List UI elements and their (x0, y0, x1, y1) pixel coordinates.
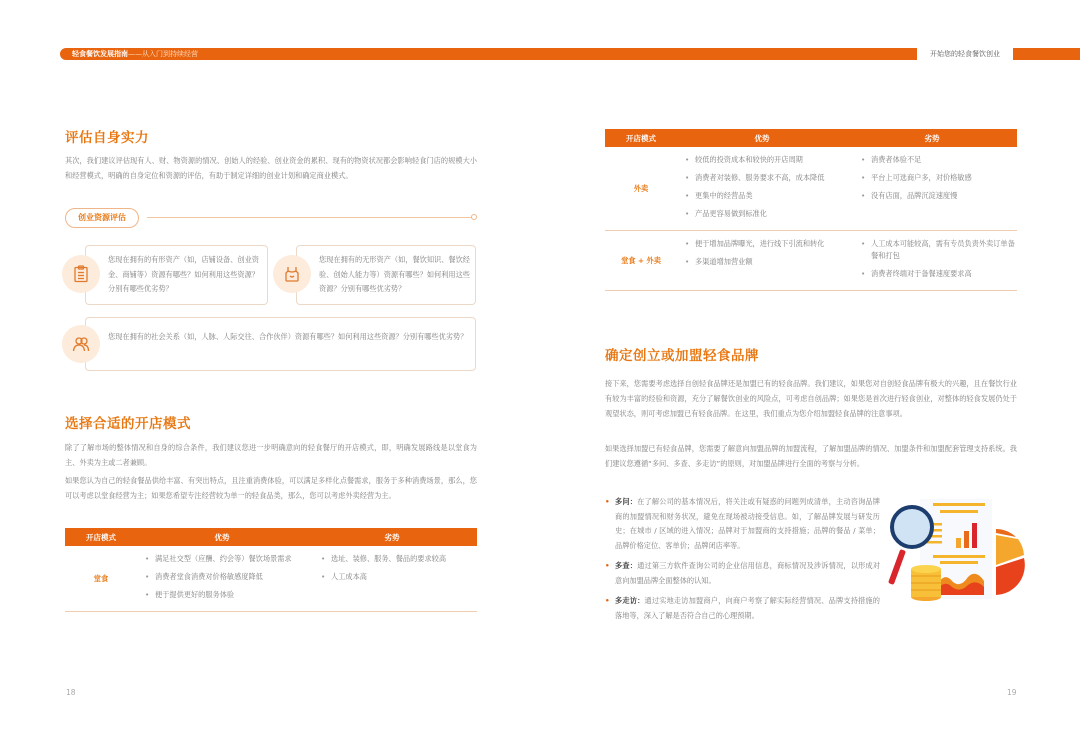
mode-name: 堂食 (65, 546, 137, 612)
pro-item: • 更集中的经营品类 (685, 190, 847, 202)
col-header-cons: 劣势 (307, 528, 477, 546)
list-item-check: • 多查：通过第三方软件查询公司的企业信用信息，商标情况及涉诉情况，以形成对意向加盟品牌全面整体的认知。 (605, 559, 880, 588)
pro-item: • 便于提供更好的服务体验 (145, 589, 307, 601)
con-item: • 没有店面，品牌沉淀速度慢 (861, 190, 1017, 202)
col-header-mode: 开店模式 (65, 528, 137, 546)
pros-cell (677, 231, 847, 291)
col-header-pros: 优势 (137, 528, 307, 546)
resource-card-tangible (85, 245, 268, 305)
brand-paragraph-1: 接下来，您需要考虑选择自创轻食品牌还是加盟已有的轻食品牌。我们建议，如果您对自创轻食品牌有极大的兴趣，且在餐饮行业有较为丰富的经验和资源，充分了解餐饮创业的风险点，可考虑自创品牌；如果您是首次进行轻食创业，对整体的轻食发展仍处于观望状态，则可考虑加盟已有轻食品牌。在这里，我们重点为您介绍加盟轻食品牌的注意事项。 (605, 379, 1017, 418)
store-mode-paragraph-2: 如果您认为自己的轻食餐品供给丰富、有突出特点，且注重消费体验，可以满足多样化点餐需求，服务于多种消费场景，那么，您可以考虑以堂食经营为主；如果您希望专注经营较为单一的轻食品类，那么，您可以考虑外卖经营为主。 (65, 476, 477, 500)
pro-item: • 消费者对装修、服务要求不高，成本降低 (685, 172, 847, 184)
con-item: • 平台上可选商户多，对价格敏感 (861, 172, 1017, 184)
store-mode-table-dine-in (65, 528, 477, 612)
store-mode-table-delivery (605, 129, 1017, 291)
table-header-row (605, 129, 1017, 147)
header-bar-right-end (1013, 48, 1080, 60)
table-row (65, 546, 477, 612)
resource-card-text: 您现在拥有的有形资产（如，店铺设备、创业资金、商铺等）资源有哪些？如何利用这些资源？分别有哪些优劣势？ (108, 255, 259, 293)
divider-line (147, 217, 473, 218)
header-bar-right (540, 48, 917, 60)
header-bar-left (60, 48, 540, 60)
apron-icon (273, 255, 311, 293)
table-header-row (65, 528, 477, 546)
brand-paragraph-2: 如果选择加盟已有轻食品牌，您需要了解意向加盟品牌的加盟流程，了解加盟品牌的情况、加盟条件和加盟配套管理支持系统。我们建议您遵循“多问、多查、多走访”的原则，对加盟品牌进行全面的考察与分析。 (605, 444, 1017, 468)
section-title-brand: 确定创立或加盟轻食品牌 (605, 348, 759, 364)
cons-cell (847, 147, 1017, 231)
pros-cell (137, 546, 307, 612)
cons-cell (307, 546, 477, 612)
clipboard-list-icon (62, 255, 100, 293)
resource-card-text: 您现在拥有的社会关系（如，人脉、人际交往、合作伙伴）资源有哪些？如何利用这些资源？分别有哪些优劣势？ (108, 332, 468, 341)
pros-cell (677, 147, 847, 231)
pro-item: • 满足社交型（应酬、约会等）餐饮场景需求 (145, 553, 307, 565)
con-item: • 消费者终端对于备餐速度要求高 (861, 268, 1017, 280)
con-item: • 人工成本高 (321, 571, 477, 583)
mode-name: 堂食 + 外卖 (605, 231, 677, 291)
section-title-self-assessment: 评估自身实力 (65, 130, 149, 146)
table-row (605, 231, 1017, 291)
page-number-left: 18 (66, 688, 76, 697)
brand-check-list (605, 495, 880, 629)
mode-name: 外卖 (605, 147, 677, 231)
pro-item: • 产品更容易做到标准化 (685, 208, 847, 220)
con-item: • 选址、装修、服务、餐品的要求较高 (321, 553, 477, 565)
list-item-ask: • 多问：在了解公司的基本情况后，将关注或有疑惑的问题列成清单，主动咨询品牌商的加盟情况和财务状况，避免在现场被动接受信息。如，了解品牌发展与研发历史；在城市 / 区域的进入情况；品牌对于加盟商的支持措施；品牌的餐品 / 菜单；品牌价格定位、客单价；品牌闭店率等。 (605, 495, 880, 553)
self-assessment-paragraph: 其次，我们建议评估现有人、财、物资源的情况、创始人的经验、创业资金的累积、现有的物资状况都会影响轻食门店的规模大小和经营模式，明确的自身定位和资源的评估，有助于制定详细的创业计划和确定商业模式。 (65, 156, 477, 180)
header-title-right: 开始您的轻食餐饮创业 (930, 50, 1000, 58)
section-title-store-mode: 选择合适的开店模式 (65, 416, 191, 432)
con-item: • 人工成本可能较高，需有专员负责外卖订单备餐和打包 (861, 238, 1017, 262)
col-header-pros: 优势 (677, 129, 847, 147)
col-header-cons: 劣势 (847, 129, 1017, 147)
resource-card-intangible (296, 245, 476, 305)
pro-item: • 较低的投资成本和较快的开店周期 (685, 154, 847, 166)
resource-card-text: 您现在拥有的无形资产（如，餐饮知识、餐饮经验、创始人能力等）资源有哪些？如何利用这些资源？分别有哪些优劣势？ (319, 255, 470, 293)
resource-card-social (85, 317, 476, 371)
list-item-visit: • 多走访：通过实地走访加盟商户，向商户考察了解实际经营情况、品牌支持措施的落地等，深入了解是否符合自己的心理预期。 (605, 594, 880, 623)
cons-cell (847, 231, 1017, 291)
pro-item: • 多渠道增加营业额 (685, 256, 847, 268)
store-mode-paragraph-1: 除了了解市场的整体情况和自身的综合条件，我们建议您进一步明确意向的轻食餐厅的开店模式，即，明确发展路线是以堂食为主、外卖为主或二者兼顾。 (65, 443, 477, 467)
pro-item: • 消费者堂食消费对价格敏感度降低 (145, 571, 307, 583)
table-row (605, 147, 1017, 231)
resource-eval-label-row (65, 208, 477, 228)
people-icon (62, 325, 100, 363)
header-title-left: 轻食餐饮发展指南——从入门到持续经营 (72, 50, 198, 58)
col-header-mode: 开店模式 (605, 129, 677, 147)
resource-eval-pill: 创业资源评估 (65, 208, 139, 228)
page-number-right: 19 (1007, 688, 1017, 697)
analytics-illustration-icon (878, 495, 1028, 610)
pro-item: • 便于增加品牌曝光，进行线下引流和转化 (685, 238, 847, 250)
con-item: • 消费者体验不足 (861, 154, 1017, 166)
divider-dot (471, 214, 477, 220)
